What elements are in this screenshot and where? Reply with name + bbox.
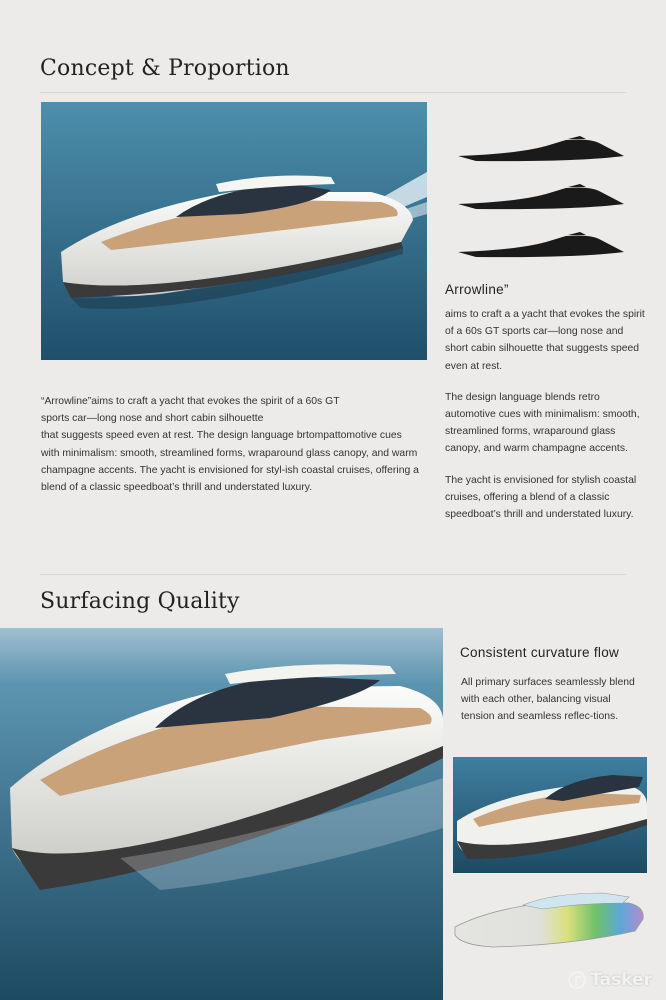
watermark-label: Tasker xyxy=(590,970,652,990)
silhouette-icon-3 xyxy=(456,230,628,260)
surfacing-yacht-photo xyxy=(0,628,443,1000)
section-divider xyxy=(40,92,626,93)
hero-yacht-photo xyxy=(41,102,427,360)
side-heading-curvature: Consistent curvature flow xyxy=(460,645,620,660)
section-title-surfacing: Surfacing Quality xyxy=(40,589,240,614)
side-heading-arrowline: Arrowline” xyxy=(445,282,509,297)
concept-paragraph: “Arrowline”aims to craft a yacht that evokes the spirit of a 60s GT sports car—long nose and short cabin silhouette xyxy=(41,396,340,425)
section-title-concept: Concept & Proportion xyxy=(40,56,290,81)
side-paragraph: The yacht is envisioned for stylish coastal cruises, offering a blend of a classic speedboat’s thrill and understated luxury. xyxy=(445,474,637,521)
side-paragraph: The design language blends retro automotive cues with minimalism: smooth, streamlined forms, wraparound glass canopy, and warm champagne accents. xyxy=(445,391,640,455)
tasker-logo-icon xyxy=(568,971,586,989)
concept-body-text xyxy=(41,393,426,496)
concept-paragraph: that suggests speed even at rest. The design language brtompattomotive cues with minimalism: smooth, streamlined forms, wraparound glass canopy, and warm champagne accents. The yacht is envisioned for styl-ish coastal cruises, offering a blend of a classic speedboat’s thrill and understated luxury. xyxy=(41,430,419,494)
section-divider xyxy=(40,574,626,575)
side-text-surfacing: All primary surfaces seamlessly blend with each other, balancing visual tension and seamless reflec-tions. xyxy=(461,677,635,723)
watermark xyxy=(568,970,652,990)
side-paragraph: aims to craft a a yacht that evokes the spirit of a 60s GT sports car—long nose and short cabin silhouette that suggests speed even at rest. xyxy=(445,309,645,372)
curvature-render xyxy=(453,885,647,955)
silhouette-icon-2 xyxy=(456,182,628,212)
side-text-concept xyxy=(445,306,645,523)
detail-yacht-photo xyxy=(453,757,647,873)
silhouette-icon-1 xyxy=(456,134,628,164)
